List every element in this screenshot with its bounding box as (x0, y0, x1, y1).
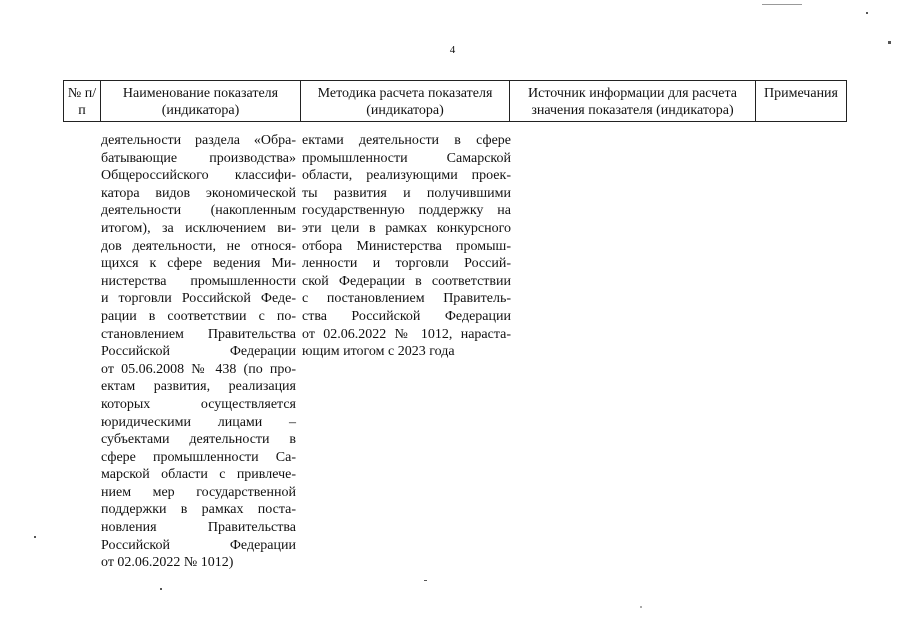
text-line: отбора Министерства промыш- (302, 238, 511, 254)
text-line: промышленности Самарской (302, 150, 511, 166)
text-line: сфере промышленности Са- (101, 449, 296, 465)
text-line: государственную поддержку на (302, 203, 511, 219)
text-line: от 02.06.2022 № 1012) (101, 555, 234, 571)
scan-artifact-dot (160, 588, 162, 590)
text-line: новления Правительства (101, 520, 296, 536)
text-line: Российской Федерации (101, 537, 296, 553)
scan-artifact-dot (640, 606, 642, 608)
text-line: от 02.06.2022 № 1012, нараста- (302, 326, 511, 342)
text-line: эти цели в рамках конкурсного (302, 220, 511, 236)
text-line: ектам развития, реализация (101, 379, 296, 395)
text-line: с постановлением Правитель- (302, 291, 511, 307)
calculation-method-text (302, 132, 511, 361)
text-line: деятельности раздела «Обра- (101, 133, 296, 148)
scan-artifact-dot (888, 41, 891, 44)
header-col-indicator-name: Наименование показателя (индикатора) (101, 81, 301, 122)
text-line: ства Российской Федерации (302, 308, 511, 324)
header-col-information-source: Источник информации для расчета значения показателя (индикатора) (510, 81, 756, 122)
indicator-table-header (63, 80, 847, 122)
text-line: субъектами деятельности в (101, 432, 296, 448)
header-col-notes: Примечания (756, 81, 847, 122)
header-col-number: № п/п (64, 81, 101, 122)
text-line: становлением Правительства (101, 326, 296, 342)
text-line: ты развития и получившими (302, 185, 511, 201)
text-line: и торговли Российской Феде- (101, 291, 296, 307)
text-line: катора видов экономической (101, 185, 296, 201)
text-line: щихся к сфере ведения Ми- (101, 256, 296, 272)
scan-artifact-dot (866, 12, 868, 14)
text-line: от 05.06.2008 № 438 (по про- (101, 361, 296, 377)
text-line: Российской Федерации (101, 344, 296, 360)
header-col-calculation-method: Методика расчета показателя (индикатора) (301, 81, 510, 122)
scan-artifact-line (762, 4, 802, 5)
text-line: ской Федерации в соответствии (302, 273, 511, 289)
text-line: поддержки в рамках поста- (101, 502, 296, 518)
indicator-name-text (101, 132, 296, 572)
scan-artifact-dot (34, 536, 36, 538)
text-line: дов деятельности, не относя- (101, 238, 296, 254)
text-line: ленности и торговли Россий- (302, 256, 511, 272)
page-number: 4 (449, 44, 456, 56)
text-line: нием мер государственной (101, 484, 296, 500)
text-line: ющим итогом с 2023 года (302, 344, 455, 360)
text-line: марской области с привлече- (101, 467, 296, 483)
text-line: деятельности (накопленным (101, 203, 296, 219)
text-line: батывающие производства» (101, 150, 296, 166)
text-line: итогом), за исключением ви- (101, 220, 296, 236)
text-line: которых осуществляется (101, 396, 296, 412)
text-line: ектами деятельности в сфере (302, 133, 511, 148)
text-line: юридическими лицами – (101, 414, 296, 430)
text-line: нистерства промышленности (101, 273, 296, 289)
header-row (64, 81, 847, 122)
text-line: области, реализующими проек- (302, 168, 511, 184)
text-line: рации в соответствии с по- (101, 308, 296, 324)
scan-artifact-dot (424, 580, 427, 581)
text-line: Общероссийского классифи- (101, 168, 296, 184)
